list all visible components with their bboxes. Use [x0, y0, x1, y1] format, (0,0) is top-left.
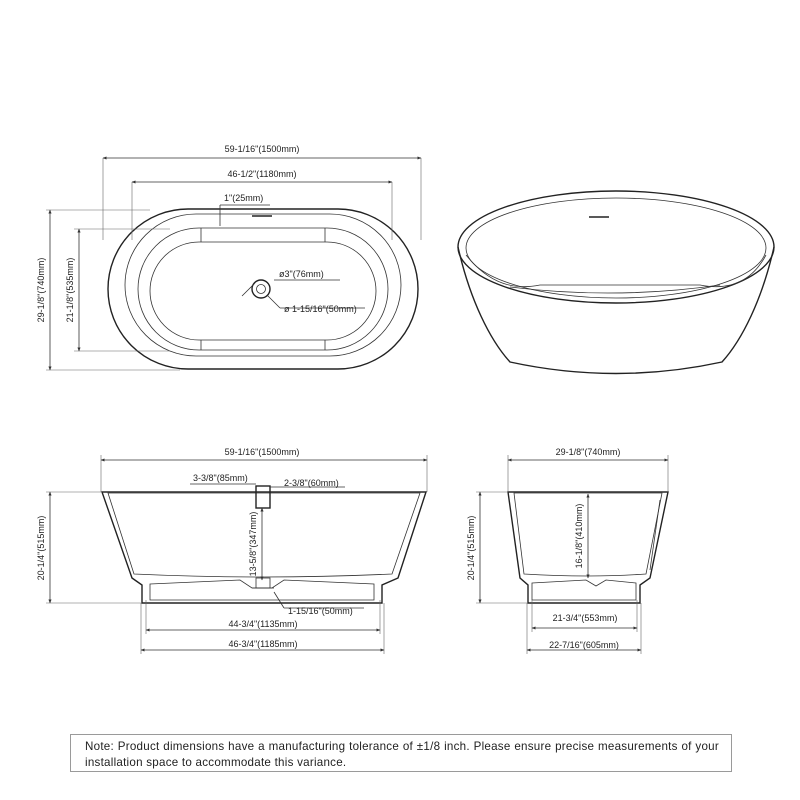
side-view: [466, 447, 668, 654]
front-overall-height-label: 20-1/4"(515mm): [36, 515, 46, 581]
top-view-outer-rim: [108, 209, 418, 369]
perspective-view: [458, 191, 774, 374]
drain-diameter-label: ø3"(76mm): [279, 269, 324, 279]
top-overall-length-label: 59-1/16"(1500mm): [224, 144, 300, 154]
top-view-basin: [138, 228, 388, 350]
front-overflow-width-label: 2-3/8"(60mm): [284, 478, 339, 488]
tolerance-note: Note: Product dimensions have a manufacturing tolerance of ±1/8 inch. Please ensure precise measurements of your installation space to accommodate this variance.: [70, 734, 732, 772]
top-view-basin-floor: [150, 242, 376, 340]
side-overall-height-label: 20-1/4"(515mm): [466, 515, 476, 581]
top-inner-length-label: 46-1/2"(1180mm): [227, 169, 297, 179]
front-drain-size-label: 1-15/16"(50mm): [288, 606, 353, 616]
front-overall-length-label: 59-1/16"(1500mm): [224, 447, 300, 457]
front-interior-depth-label: 13-5/8"(347mm): [248, 511, 258, 577]
side-bottom-inner-width-label: 21-3/4"(553mm): [552, 613, 618, 623]
front-bottom-inner-length-label: 44-3/4"(1135mm): [228, 619, 298, 629]
side-interior-depth-label: 16-1/8"(410mm): [574, 503, 584, 569]
front-view: [36, 447, 427, 654]
side-overall-width-label: 29-1/8"(740mm): [555, 447, 621, 457]
side-base-width-label: 22-7/16"(605mm): [549, 640, 619, 650]
top-inner-width-label: 21-1/8"(535mm): [65, 257, 75, 323]
front-overflow-offset-label: 3-3/8"(85mm): [193, 473, 248, 483]
top-overall-width-label: 29-1/8"(740mm): [36, 257, 46, 323]
top-rim-width-label: 1"(25mm): [224, 193, 264, 203]
top-view: [36, 144, 421, 370]
front-base-length-label: 46-3/4"(1185mm): [228, 639, 298, 649]
drain-hole-diameter-label: ø 1-15/16"(50mm): [284, 304, 357, 314]
